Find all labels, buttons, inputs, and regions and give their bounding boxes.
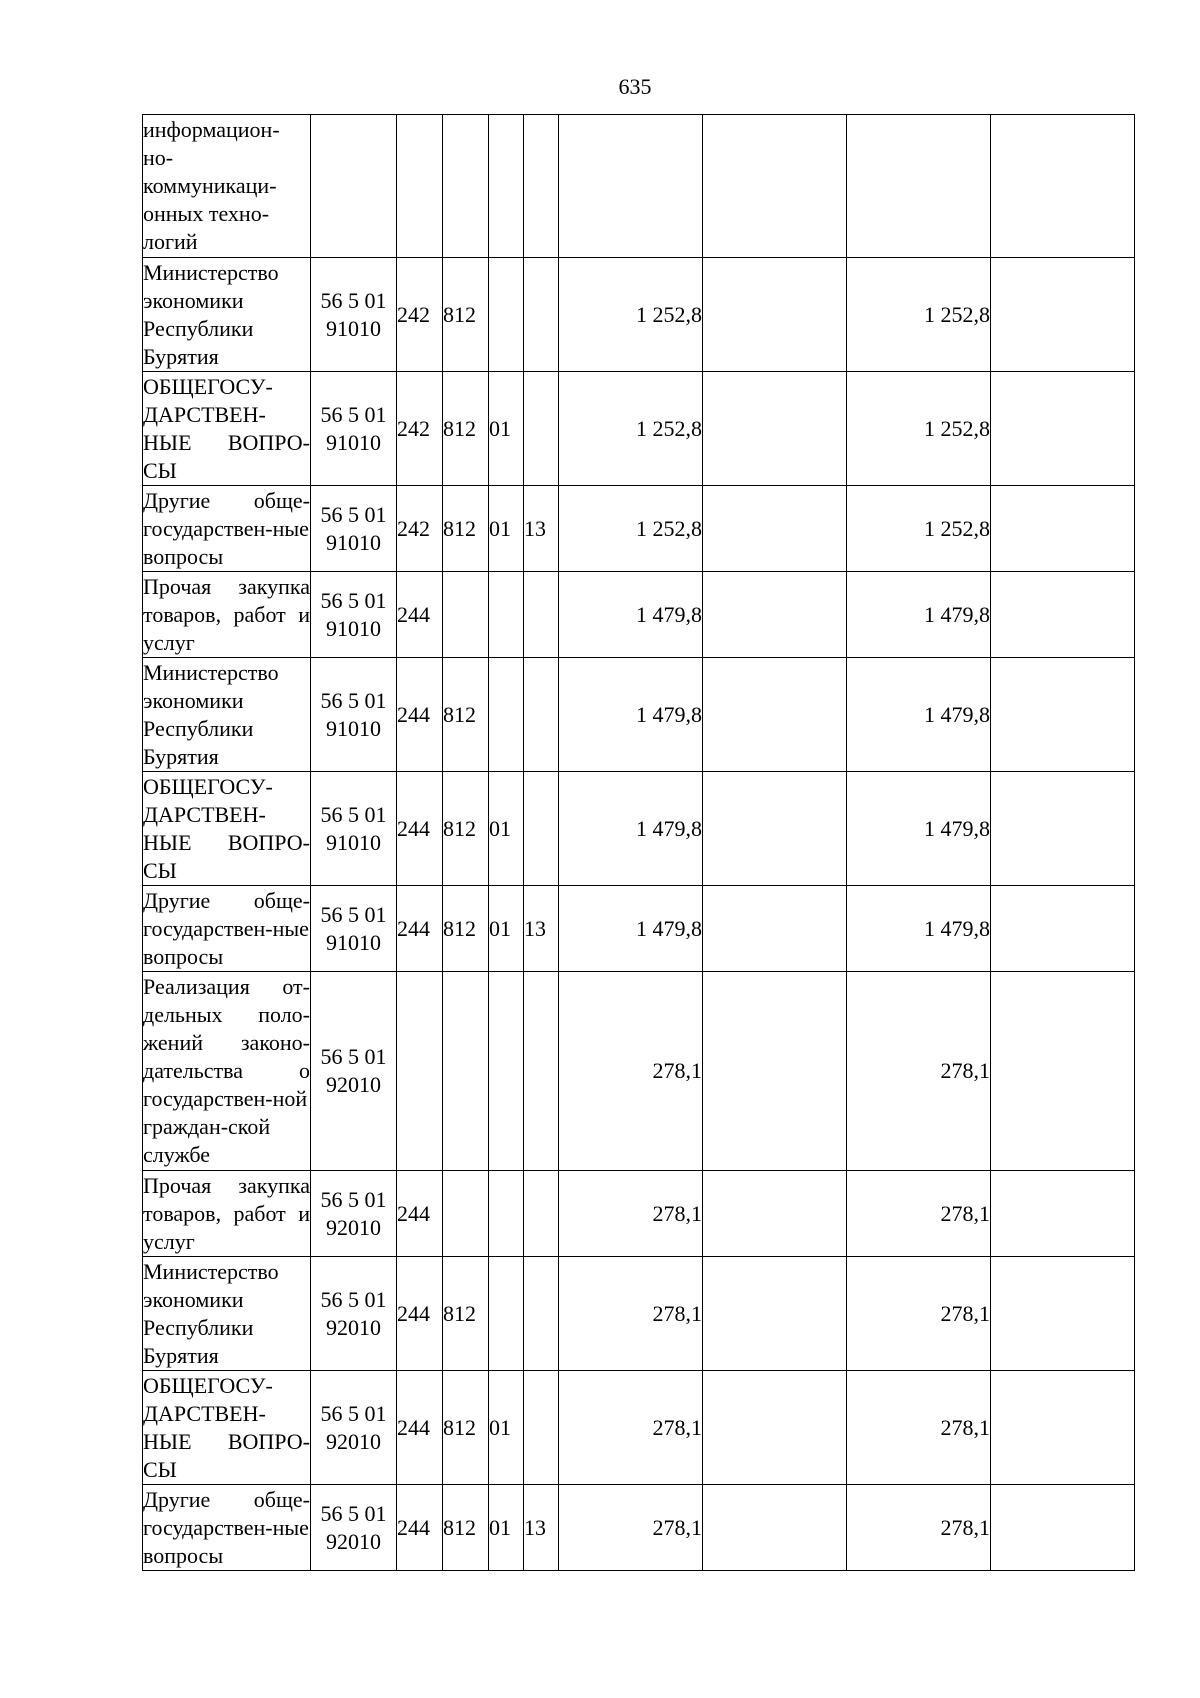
administrator-code-cell: 812 <box>443 1257 489 1371</box>
subsection-code-cell <box>524 1171 559 1257</box>
amount-cell-1: 278,1 <box>559 1371 703 1485</box>
amount-cell-1: 1 252,8 <box>559 258 703 372</box>
amount-cell-1: 1 479,8 <box>559 772 703 886</box>
section-code-cell: 01 <box>489 886 524 972</box>
expense-type-cell: 244 <box>397 1257 443 1371</box>
amount-cell-2 <box>703 1257 847 1371</box>
subsection-code-cell <box>524 972 559 1171</box>
amount-cell-4 <box>991 658 1135 772</box>
target-article-cell: 56 5 01 91010 <box>311 772 397 886</box>
amount-cell-3: 278,1 <box>847 1485 991 1571</box>
amount-cell-4 <box>991 486 1135 572</box>
administrator-code-cell: 812 <box>443 658 489 772</box>
administrator-code-cell: 812 <box>443 772 489 886</box>
section-code-cell: 01 <box>489 1485 524 1571</box>
table-row <box>143 486 1135 572</box>
table-row <box>143 886 1135 972</box>
amount-cell-2 <box>703 1485 847 1571</box>
amount-cell-1: 1 252,8 <box>559 486 703 572</box>
section-code-cell <box>489 972 524 1171</box>
amount-cell-1 <box>559 115 703 258</box>
row-name-cell: информацион- но- коммуникаци- онных техно- логий <box>143 115 311 258</box>
section-code-cell <box>489 1257 524 1371</box>
expense-type-cell <box>397 115 443 258</box>
row-name-cell: Реализация от-дельных поло-жений законо-дательства о государствен-ной граждан-ской службе <box>143 972 311 1171</box>
amount-cell-2 <box>703 1171 847 1257</box>
expense-type-cell: 244 <box>397 1485 443 1571</box>
section-code-cell <box>489 258 524 372</box>
amount-cell-3: 1 252,8 <box>847 372 991 486</box>
amount-cell-3 <box>847 115 991 258</box>
amount-cell-2 <box>703 258 847 372</box>
table-row <box>143 1371 1135 1485</box>
amount-cell-3: 278,1 <box>847 1371 991 1485</box>
target-article-cell: 56 5 01 91010 <box>311 658 397 772</box>
row-name-cell: Министерство экономики Республики Бурятия <box>143 1257 311 1371</box>
expense-type-cell: 244 <box>397 572 443 658</box>
table-row <box>143 772 1135 886</box>
expense-type-cell: 242 <box>397 486 443 572</box>
table-row <box>143 1485 1135 1571</box>
table-row <box>143 658 1135 772</box>
amount-cell-1: 1 479,8 <box>559 886 703 972</box>
subsection-code-cell <box>524 772 559 886</box>
amount-cell-4 <box>991 1257 1135 1371</box>
amount-cell-2 <box>703 658 847 772</box>
target-article-cell: 56 5 01 92010 <box>311 1485 397 1571</box>
row-name-cell: ОБЩЕГОСУ-ДАРСТВЕН-НЫЕ ВОПРО-СЫ <box>143 1371 311 1485</box>
amount-cell-3: 1 252,8 <box>847 486 991 572</box>
target-article-cell: 56 5 01 91010 <box>311 572 397 658</box>
subsection-code-cell <box>524 1257 559 1371</box>
table-row <box>143 1257 1135 1371</box>
subsection-code-cell <box>524 258 559 372</box>
amount-cell-2 <box>703 772 847 886</box>
amount-cell-1: 278,1 <box>559 1171 703 1257</box>
subsection-code-cell <box>524 1371 559 1485</box>
expense-type-cell: 244 <box>397 658 443 772</box>
amount-cell-2 <box>703 1371 847 1485</box>
row-name-cell: Прочая закупка товаров, работ и услуг <box>143 1171 311 1257</box>
row-name-cell: Прочая закупка товаров, работ и услуг <box>143 572 311 658</box>
amount-cell-1: 278,1 <box>559 1485 703 1571</box>
amount-cell-4 <box>991 372 1135 486</box>
administrator-code-cell <box>443 572 489 658</box>
table-row <box>143 972 1135 1171</box>
expense-type-cell <box>397 972 443 1171</box>
section-code-cell <box>489 572 524 658</box>
amount-cell-4 <box>991 1485 1135 1571</box>
row-name-cell: Другие обще-государствен-ные вопросы <box>143 486 311 572</box>
expense-type-cell: 244 <box>397 886 443 972</box>
target-article-cell: 56 5 01 92010 <box>311 1257 397 1371</box>
administrator-code-cell <box>443 972 489 1171</box>
subsection-code-cell <box>524 572 559 658</box>
row-name-cell: Другие обще-государствен-ные вопросы <box>143 886 311 972</box>
target-article-cell: 56 5 01 92010 <box>311 1171 397 1257</box>
amount-cell-3: 1 479,8 <box>847 886 991 972</box>
target-article-cell: 56 5 01 91010 <box>311 372 397 486</box>
amount-cell-2 <box>703 886 847 972</box>
target-article-cell: 56 5 01 92010 <box>311 1371 397 1485</box>
expense-type-cell: 242 <box>397 372 443 486</box>
amount-cell-4 <box>991 115 1135 258</box>
section-code-cell: 01 <box>489 486 524 572</box>
expense-type-cell: 244 <box>397 772 443 886</box>
amount-cell-2 <box>703 115 847 258</box>
expense-type-cell: 242 <box>397 258 443 372</box>
row-name-cell: ОБЩЕГОСУ-ДАРСТВЕН-НЫЕ ВОПРО-СЫ <box>143 372 311 486</box>
section-code-cell <box>489 658 524 772</box>
amount-cell-3: 278,1 <box>847 1257 991 1371</box>
table-row <box>143 115 1135 258</box>
amount-cell-3: 1 479,8 <box>847 572 991 658</box>
administrator-code-cell: 812 <box>443 886 489 972</box>
amount-cell-3: 278,1 <box>847 1171 991 1257</box>
subsection-code-cell <box>524 658 559 772</box>
amount-cell-2 <box>703 372 847 486</box>
administrator-code-cell: 812 <box>443 372 489 486</box>
amount-cell-3: 1 252,8 <box>847 258 991 372</box>
table-row <box>143 372 1135 486</box>
section-code-cell <box>489 115 524 258</box>
page-number: 635 <box>618 74 652 99</box>
amount-cell-4 <box>991 1171 1135 1257</box>
budget-table <box>142 114 1135 1571</box>
amount-cell-1: 278,1 <box>559 1257 703 1371</box>
amount-cell-4 <box>991 1371 1135 1485</box>
target-article-cell: 56 5 01 91010 <box>311 886 397 972</box>
expense-type-cell: 244 <box>397 1171 443 1257</box>
target-article-cell: 56 5 01 91010 <box>311 486 397 572</box>
subsection-code-cell: 13 <box>524 486 559 572</box>
administrator-code-cell: 812 <box>443 258 489 372</box>
target-article-cell: 56 5 01 92010 <box>311 972 397 1171</box>
expense-type-cell: 244 <box>397 1371 443 1485</box>
subsection-code-cell <box>524 115 559 258</box>
target-article-cell <box>311 115 397 258</box>
section-code-cell: 01 <box>489 772 524 886</box>
amount-cell-1: 1 479,8 <box>559 572 703 658</box>
administrator-code-cell: 812 <box>443 1371 489 1485</box>
amount-cell-1: 278,1 <box>559 972 703 1171</box>
amount-cell-4 <box>991 772 1135 886</box>
administrator-code-cell: 812 <box>443 486 489 572</box>
row-name-cell: Министерство экономики Республики Бурятия <box>143 258 311 372</box>
amount-cell-4 <box>991 886 1135 972</box>
table-row <box>143 572 1135 658</box>
row-name-cell: Другие обще-государствен-ные вопросы <box>143 1485 311 1571</box>
administrator-code-cell: 812 <box>443 1485 489 1571</box>
section-code-cell <box>489 1171 524 1257</box>
row-name-cell: ОБЩЕГОСУ-ДАРСТВЕН-НЫЕ ВОПРО-СЫ <box>143 772 311 886</box>
table-row <box>143 1171 1135 1257</box>
section-code-cell: 01 <box>489 1371 524 1485</box>
amount-cell-3: 1 479,8 <box>847 772 991 886</box>
table-row <box>143 258 1135 372</box>
amount-cell-2 <box>703 486 847 572</box>
administrator-code-cell <box>443 115 489 258</box>
amount-cell-1: 1 252,8 <box>559 372 703 486</box>
section-code-cell: 01 <box>489 372 524 486</box>
row-name-cell: Министерство экономики Республики Бурятия <box>143 658 311 772</box>
administrator-code-cell <box>443 1171 489 1257</box>
amount-cell-2 <box>703 572 847 658</box>
amount-cell-4 <box>991 972 1135 1171</box>
subsection-code-cell: 13 <box>524 1485 559 1571</box>
subsection-code-cell <box>524 372 559 486</box>
target-article-cell: 56 5 01 91010 <box>311 258 397 372</box>
amount-cell-1: 1 479,8 <box>559 658 703 772</box>
amount-cell-2 <box>703 972 847 1171</box>
amount-cell-3: 278,1 <box>847 972 991 1171</box>
amount-cell-4 <box>991 258 1135 372</box>
amount-cell-3: 1 479,8 <box>847 658 991 772</box>
subsection-code-cell: 13 <box>524 886 559 972</box>
amount-cell-4 <box>991 572 1135 658</box>
